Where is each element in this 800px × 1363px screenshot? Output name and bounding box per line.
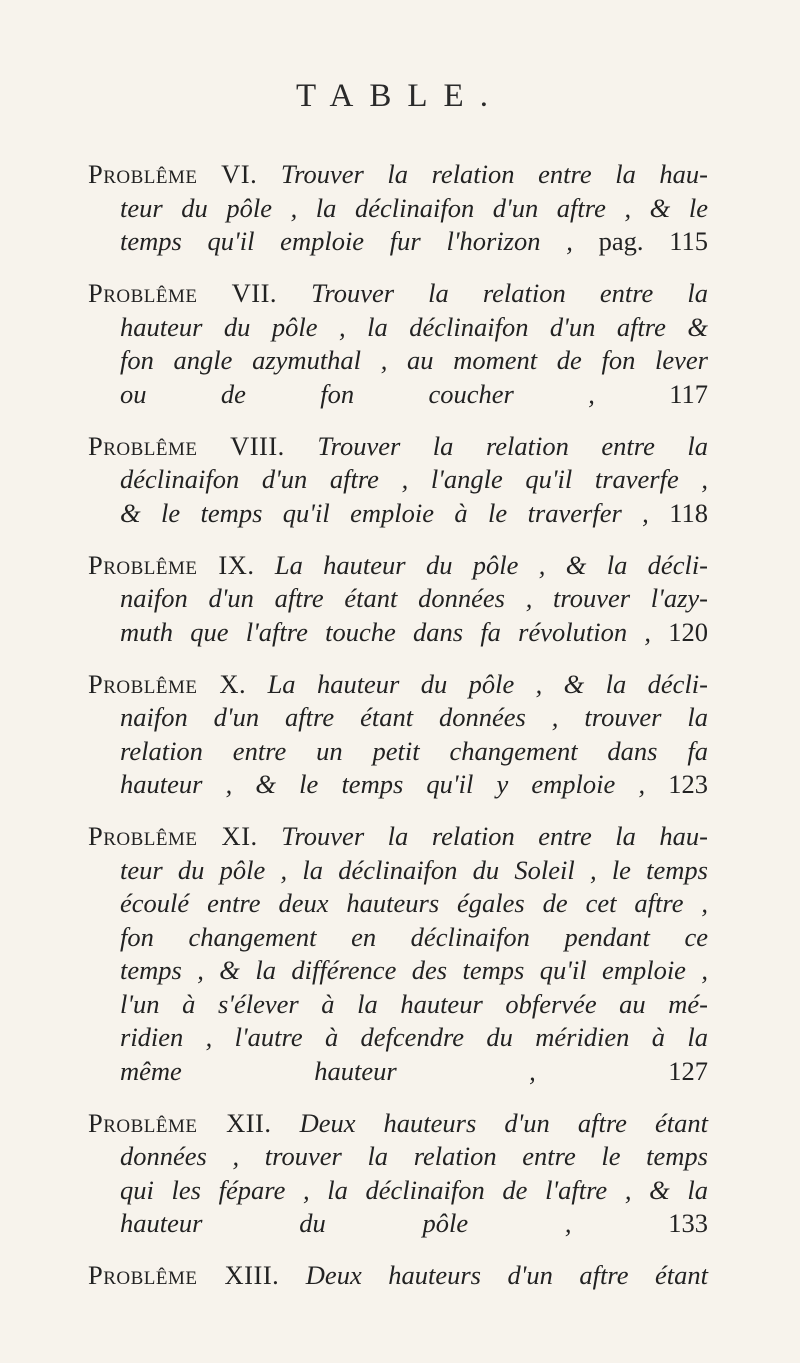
problem-description: déclinaifon d'un aftre , l'angle qu'il traverfe ,	[120, 464, 708, 494]
problem-description: même hauteur ,	[120, 1055, 536, 1086]
toc-entry	[88, 820, 708, 1088]
problem-description: Deux hauteurs d'un aftre étant	[299, 1107, 708, 1138]
toc-entry-line	[88, 1174, 708, 1208]
toc-entry	[88, 549, 708, 650]
problem-description: ou de fon coucher ,	[120, 378, 595, 409]
problem-description: relation entre un petit changement dans fa	[120, 735, 708, 766]
problem-description: ridien , l'autre à defcendre du méridien à la	[120, 1022, 708, 1052]
toc-entry-line	[88, 225, 708, 259]
toc-entry-line	[88, 311, 708, 345]
toc-entry-line	[88, 497, 708, 531]
toc-entry-line	[88, 854, 708, 888]
page-number: 120	[668, 616, 708, 647]
toc-entry	[88, 668, 708, 802]
problem-description: qui les fépare , la déclinaifon de l'aftre , & la	[120, 1174, 708, 1205]
problem-description: & le temps qu'il emploie à le traverfer ,	[120, 497, 649, 528]
toc-entry-line	[88, 887, 708, 921]
toc-entry-line	[88, 277, 708, 311]
problem-description: La hauteur du pôle , & la décli-	[274, 549, 709, 580]
page-header: TABLE.	[296, 78, 504, 114]
page-prefix: pag.	[598, 226, 644, 256]
toc-entry-line	[88, 768, 708, 802]
problem-description: temps qu'il emploie fur l'horizon ,	[120, 226, 573, 256]
toc-entry	[88, 158, 708, 259]
problem-description: naifon d'un aftre étant données , trouver l'azy-	[120, 583, 708, 613]
toc-entry-line	[88, 1207, 708, 1241]
page-number: 123	[668, 769, 709, 799]
toc-entry-line	[88, 158, 708, 192]
problem-label: Problême X.	[88, 668, 247, 699]
toc-entry-line	[88, 192, 708, 226]
problem-description: hauteur , & le temps qu'il y emploie ,	[120, 769, 646, 799]
toc-entry-line	[88, 988, 708, 1022]
problem-description: Trouver la relation entre la hau-	[281, 821, 709, 851]
problem-label: Problême VI.	[88, 159, 258, 189]
toc-entry-line	[88, 549, 708, 583]
toc-entry	[88, 1259, 708, 1293]
problem-description: fon changement en déclinaifon pendant ce	[120, 921, 708, 952]
toc-entry-line	[88, 430, 708, 464]
page-number: 133	[668, 1208, 708, 1238]
table-of-contents	[88, 158, 708, 1311]
problem-description: muth que l'aftre touche dans fa révolution ,	[120, 616, 651, 647]
problem-label: Problême VIII.	[88, 430, 285, 461]
problem-description: fon angle azymuthal , au moment de fon lever	[120, 345, 708, 375]
problem-description: Trouver la relation entre la	[317, 430, 709, 461]
toc-entry-line	[88, 463, 708, 497]
problem-description: hauteur du pôle ,	[120, 1208, 572, 1238]
problem-description: naifon d'un aftre étant données , trouver la	[120, 702, 708, 732]
problem-description: Deux hauteurs d'un aftre étant	[305, 1260, 708, 1290]
problem-label: Problême IX.	[88, 549, 255, 580]
page-number: 115	[669, 226, 708, 256]
problem-label: Problême XI.	[88, 821, 258, 851]
toc-entry-line	[88, 820, 708, 854]
page-number: 127	[668, 1055, 708, 1086]
toc-entry	[88, 1107, 708, 1241]
problem-description: l'un à s'élever à la hauteur obfervée au mé-	[120, 988, 708, 1019]
toc-entry-line	[88, 668, 708, 702]
problem-label: Problême VII.	[88, 278, 278, 308]
toc-entry-line	[88, 954, 708, 988]
toc-entry	[88, 277, 708, 411]
problem-description: teur du pôle , la déclinaifon d'un aftre , & le	[120, 192, 708, 223]
problem-label: Problême XII.	[88, 1107, 272, 1138]
toc-entry-line	[88, 344, 708, 378]
toc-entry-line	[88, 1107, 708, 1141]
page-number: 117	[669, 378, 708, 409]
problem-description: La hauteur du pôle , & la décli-	[267, 668, 708, 699]
problem-description: hauteur du pôle , la déclinaifon d'un aftre &	[120, 311, 708, 342]
problem-label: Problême XIII.	[88, 1260, 280, 1290]
toc-entry-line	[88, 735, 708, 769]
page-number: 118	[669, 497, 709, 528]
toc-entry-line	[88, 378, 708, 412]
toc-entry-line	[88, 701, 708, 735]
toc-entry-line	[88, 1021, 708, 1055]
toc-entry	[88, 430, 708, 531]
problem-description: données , trouver la relation entre le temps	[120, 1141, 708, 1171]
toc-entry-line	[88, 1055, 708, 1089]
toc-entry-line	[88, 1259, 708, 1293]
problem-description: écoulé entre deux hauteurs égales de cet aftre ,	[120, 888, 708, 918]
problem-description: temps , & la différence des temps qu'il emploie ,	[120, 955, 708, 985]
problem-description: Trouver la relation entre la	[311, 278, 709, 308]
toc-entry-line	[88, 921, 708, 955]
toc-entry-line	[88, 1140, 708, 1174]
problem-description: Trouver la relation entre la hau-	[280, 159, 708, 189]
toc-entry-line	[88, 582, 708, 616]
toc-entry-line	[88, 616, 708, 650]
problem-description: teur du pôle , la déclinaifon du Soleil , le temps	[120, 854, 708, 885]
